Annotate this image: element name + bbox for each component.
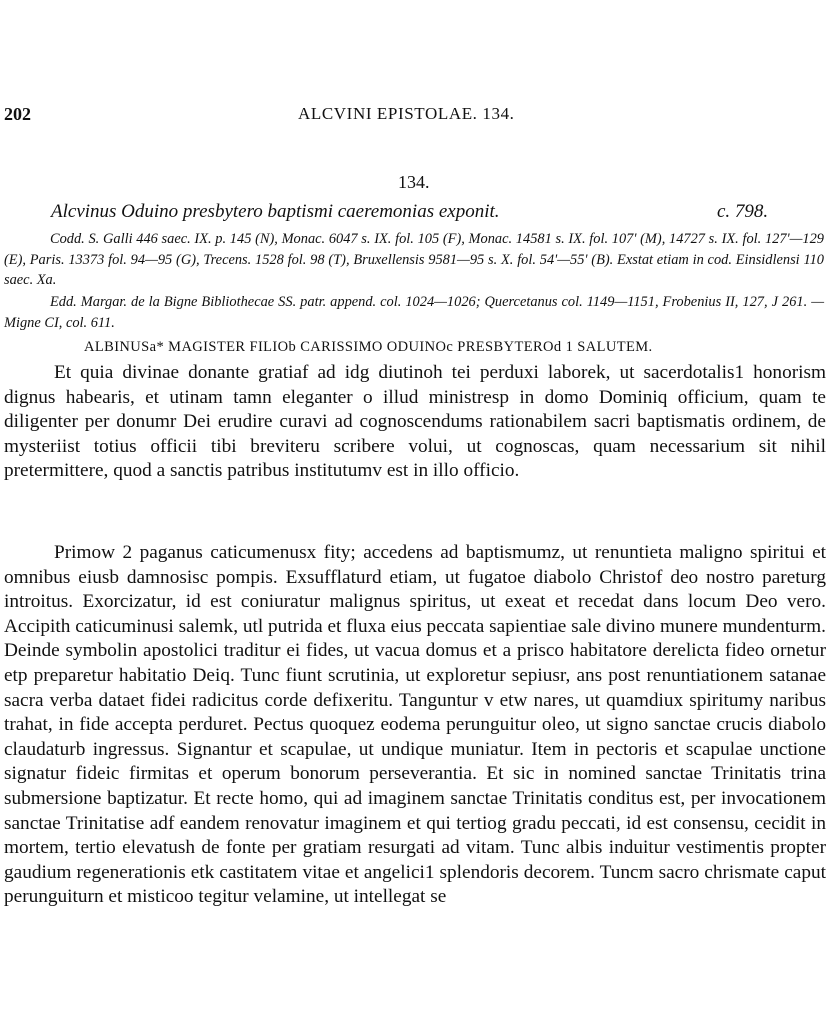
letter-summary: Alcvinus Oduino presbytero baptismi caeremonias exponit. bbox=[51, 201, 500, 222]
paragraph-2: Primow 2 paganus caticumenusx fity; accedens ad baptismumz, ut renuntieta maligno spiritui et omnibus eiusb damnosisc pompis. Exsufflaturd etiam, ut fugatoe diabolo Christof deo nostro pareturg introitus. Exorcizatur, id est coniuratur malignus spiritus, ut exeat et recedat dans locum Deo vero. Accipith caticuminusi salemk, utl putrida et fluxa eius peccata sapientiae sale divino munere mundenturm. Deinde symbolin apostolici traditur ei fides, ut vacua domus et a prisco habitatore derelicta fideo ornetur etp preparetur habitatio Deiq. Tunc fiunt scrutinia, ut exploretur sepiusr, ans post renuntiationem satanae sacra verba dataet fidei radicitus corde defixeritu. Tanguntur v etw nares, ut quamdiux spiritumy naribus trahat, in fide accepta perduret. Pectus quoquez eodema perunguitur oleo, ut signo sanctae crucis diabolo claudaturb ingressus. Signantur et scapulae, ut undique muniatur. Item in pectoris et scapulae unctione signatur fideic firmitas et operum bonorum perseverantia. Et sic in nomined sanctae Trinitatis trina submersione baptizatur. Et recte homo, qui ad imaginem sanctae Trinitatis conditus est, per invocationem sanctae Trinitatise adf eandem renovatur imaginem et qui tertiog gradu peccati, id est consensu, cecidit in mortem, tertio elevatush de fonte per gratiam resurgati ad vitam. Tunc albis induitur vestimentis propter gaudium regenerationis etk castitatem vitae et angelici1 splendoris decorem. Tuncm sacro chrismate caput perunguiturn et misticoo tegitur velamine, ut intellegat se bbox=[4, 542, 826, 908]
manuscript-note: Codd. S. Galli 446 saec. IX. p. 145 (N), Monac. 6047 s. IX. fol. 105 (F), Monac. 14581 s. IX. fol. 107' (M), 14727 s. IX. fol. 127'—129 (E), Paris. 13373 fol. 94—95 (G), Trecens. 1528 fol. 98 (T), Bruxellensis 9581—95 s. X. fol. 54'—55' (B). Exstat etiam in cod. Einsidlensi 110 saec. Xa. bbox=[4, 231, 824, 288]
running-title: ALCVINI EPISTOLAE. 134. bbox=[298, 104, 515, 123]
page-number: 202 bbox=[4, 104, 31, 124]
letter-number: 134. bbox=[398, 172, 430, 192]
editions-note: Edd. Margar. de la Bigne Bibliothecae SS. patr. append. col. 1024—1026; Quercetanus col. 1149—1151, Frobenius II, 127, J 261. — Migne CI, col. 611. bbox=[4, 294, 824, 331]
paragraph-1: Et quia divinae donante gratiaf ad idg diutinoh tei perduxi laborek, ut sacerdotalis1 honorism dignus habearis, et utinam tamn eleganter o illud ministresp in domo Dominiq officium, quam te diligenter per donumr Dei erudire curavi ad cognoscendums rationabilem sacri baptismatis ordinem, de mysteriist totius officii tibi breviteru scribere volui, ut cognoscas, quam necessarium sit nihil pretermittere, quod a sanctis patribus institutumv est in illo officio. bbox=[4, 362, 826, 482]
letter-date: c. 798. bbox=[717, 201, 769, 222]
salutation: ALBINUSa* MAGISTER FILIOb CARISSIMO ODUINOc PRESBYTEROd 1 SALUTEM. bbox=[84, 339, 653, 355]
